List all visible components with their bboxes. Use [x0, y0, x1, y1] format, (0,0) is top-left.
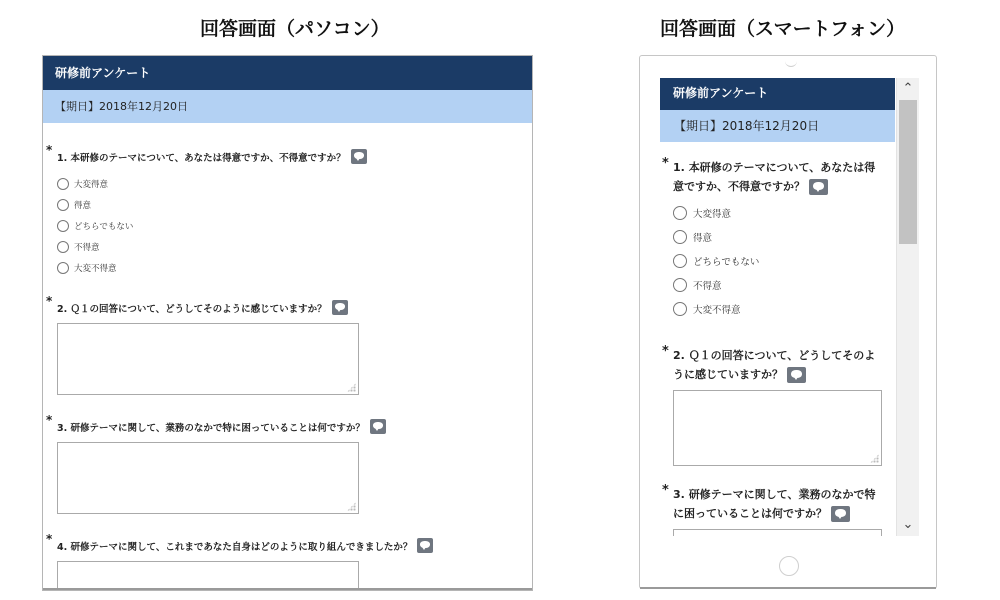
comment-bubble-icon[interactable] [787, 367, 806, 383]
option-item[interactable] [57, 236, 532, 257]
question-1-options [673, 201, 883, 321]
question-4 [46, 532, 532, 591]
answer-textarea[interactable] [673, 529, 882, 536]
pc-screen-heading: 回答画面（パソコン） [200, 18, 390, 40]
comment-bubble-icon[interactable] [351, 149, 367, 164]
option-item[interactable] [57, 215, 532, 236]
question-4-text: 4. 研修テーマに関して、これまであなた自身はどのように取り組んできましたか？ [57, 542, 413, 553]
chevron-down-icon[interactable]: ⌄ [902, 517, 914, 532]
required-mark: * [662, 156, 669, 171]
radio-button[interactable] [57, 262, 69, 274]
option-label: 大変不得意 [74, 263, 117, 274]
radio-button[interactable] [57, 199, 69, 211]
option-label: 不得意 [74, 242, 100, 253]
resize-grip-icon[interactable] [870, 454, 879, 463]
answer-textarea[interactable] [673, 390, 882, 466]
option-item[interactable] [673, 249, 883, 273]
option-item[interactable] [673, 225, 883, 249]
answer-textarea[interactable] [57, 323, 359, 395]
question-1 [46, 143, 532, 278]
option-label: 不得意 [693, 281, 722, 292]
radio-button[interactable] [673, 302, 687, 316]
option-label: どちらでもない [693, 257, 760, 268]
option-label: どちらでもない [74, 221, 134, 232]
smartphone-survey-content [660, 78, 895, 536]
device-speaker [785, 61, 797, 67]
survey-date: 【期日】2018年12月20日 [660, 110, 895, 142]
question-3 [46, 413, 532, 514]
comment-bubble-icon[interactable] [370, 419, 386, 434]
smartphone-screen-heading: 回答画面（スマートフォン） [660, 18, 906, 40]
chevron-up-icon[interactable]: ⌃ [902, 81, 914, 96]
resize-grip-icon[interactable] [347, 502, 356, 511]
question-2 [662, 344, 883, 466]
question-2-text: 2. Ｑ１の回答について、どうしてそのように感じていますか？ [57, 304, 327, 315]
question-3-text: 3. 研修テーマに関して、業務のなかで特に困っていることは何ですか？ [673, 488, 876, 520]
survey-date: 【期日】2018年12月20日 [43, 90, 532, 123]
option-label: 大変得意 [693, 209, 732, 220]
radio-button[interactable] [673, 206, 687, 220]
survey-title: 研修前アンケート [43, 56, 532, 90]
question-1-options [57, 173, 532, 278]
radio-button[interactable] [57, 178, 69, 190]
required-mark: * [46, 413, 53, 427]
smartphone-preview-frame [639, 55, 937, 589]
required-mark: * [46, 294, 53, 308]
vertical-scrollbar[interactable] [896, 78, 919, 536]
radio-button[interactable] [673, 230, 687, 244]
option-label: 得意 [74, 200, 92, 211]
scrollbar-thumb[interactable] [899, 100, 917, 244]
question-1-text: 1. 本研修のテーマについて、あなたは得意ですか、不得意ですか？ [673, 161, 876, 193]
required-mark: * [662, 483, 669, 498]
comment-bubble-icon[interactable] [831, 506, 850, 522]
survey-title: 研修前アンケート [660, 78, 895, 110]
option-item[interactable] [673, 297, 883, 321]
radio-button[interactable] [673, 278, 687, 292]
option-label: 大変得意 [74, 179, 109, 190]
radio-button[interactable] [57, 220, 69, 232]
answer-textarea[interactable] [57, 561, 359, 591]
question-2-text: 2. Ｑ１の回答について、どうしてそのように感じていますか？ [673, 349, 876, 381]
option-label: 得意 [693, 233, 713, 244]
question-3-text: 3. 研修テーマに関して、業務のなかで特に困っていることは何ですか？ [57, 423, 365, 434]
option-label: 大変不得意 [693, 305, 741, 316]
option-item[interactable] [57, 194, 532, 215]
required-mark: * [46, 532, 53, 546]
comment-bubble-icon[interactable] [417, 538, 433, 553]
question-1-text: 1. 本研修のテーマについて、あなたは得意ですか、不得意ですか？ [57, 153, 346, 164]
option-item[interactable] [57, 257, 532, 278]
question-3 [662, 483, 883, 536]
comment-bubble-icon[interactable] [332, 300, 348, 315]
home-button[interactable] [779, 556, 799, 576]
question-2 [46, 294, 532, 395]
radio-button[interactable] [673, 254, 687, 268]
pc-preview-frame [42, 55, 533, 591]
radio-button[interactable] [57, 241, 69, 253]
option-item[interactable] [57, 173, 532, 194]
comment-bubble-icon[interactable] [809, 179, 828, 195]
required-mark: * [662, 344, 669, 359]
question-1 [662, 156, 883, 321]
resize-grip-icon[interactable] [347, 383, 356, 392]
answer-textarea[interactable] [57, 442, 359, 514]
option-item[interactable] [673, 201, 883, 225]
option-item[interactable] [673, 273, 883, 297]
smartphone-screen [660, 78, 919, 536]
required-mark: * [46, 143, 53, 157]
